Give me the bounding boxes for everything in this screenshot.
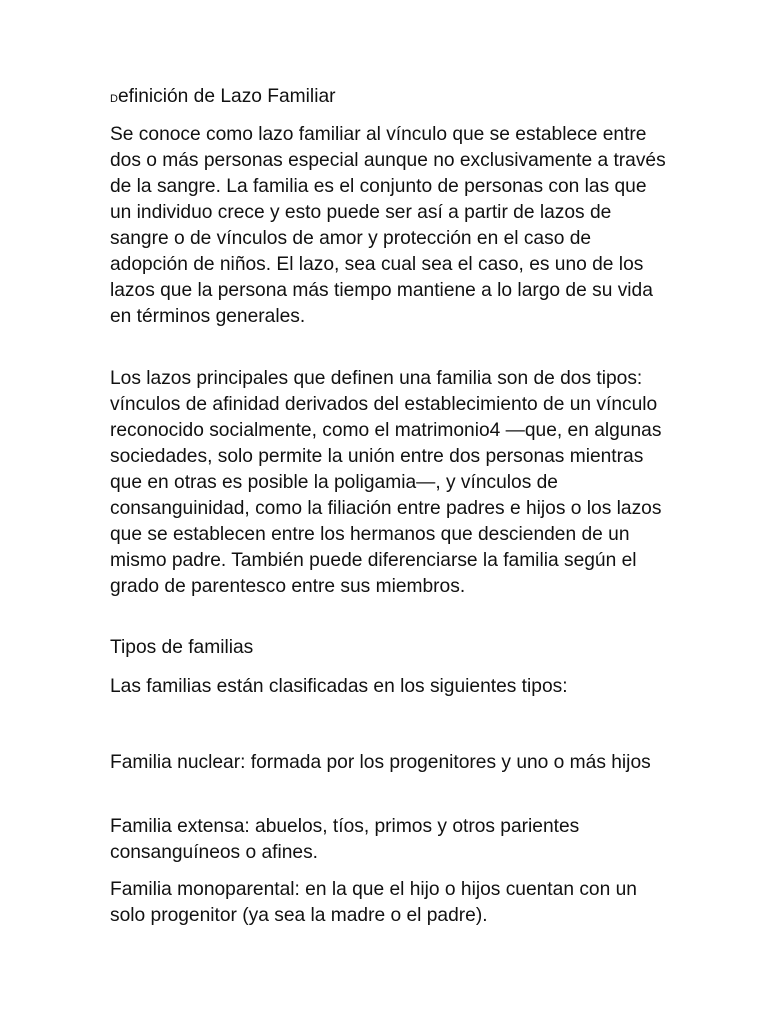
list-item-familia-nuclear: Familia nuclear: formada por los progenitores y uno o más hijos [110, 752, 651, 773]
list-item-familia-extensa: Familia extensa: abuelos, tíos, primos y otros parientes consanguíneos o afines. [110, 816, 580, 863]
paragraph-lazo-familiar: Se conoce como lazo familiar al vínculo que se establece entre dos o más personas especial aunque no exclusivamente a través de la sangre. La familia es el conjunto de personas con las que un individuo crece y esto puede ser así a partir de lazos de sangre o de vínculos de amor y protección en el caso de adopción de niños. El lazo, sea cual sea el caso, es uno de los lazos que la persona más tiempo mantiene a lo largo de su vida en términos generales. [110, 124, 666, 327]
document-title [110, 84, 670, 112]
title-text: efinición de Lazo Familiar [117, 86, 336, 107]
title-first-letter: D [110, 93, 118, 105]
paragraph-intro-tipos: Las familias están clasificadas en los siguientes tipos: [110, 676, 568, 697]
paragraph-tipos-de-lazos: Los lazos principales que definen una familia son de dos tipos: vínculos de afinidad derivados del establecimiento de un vínculo reconocido socialmente, como el matrimonio4 —que, en algunas sociedades, solo permite la unión entre dos personas mientras que en otras es posible la poligamia—, y vínculos de consanguinidad, como la filiación entre padres e hijos o los lazos que se establecen entre los hermanos que descienden de un mismo padre. También puede diferenciarse la familia según el grado de parentesco entre sus miembros. [110, 368, 662, 597]
list-item-familia-monoparental: Familia monoparental: en la que el hijo o hijos cuentan con un solo progenitor (ya sea la madre o el padre). [110, 879, 637, 926]
heading-tipos-de-familias: Tipos de familias [110, 637, 254, 658]
